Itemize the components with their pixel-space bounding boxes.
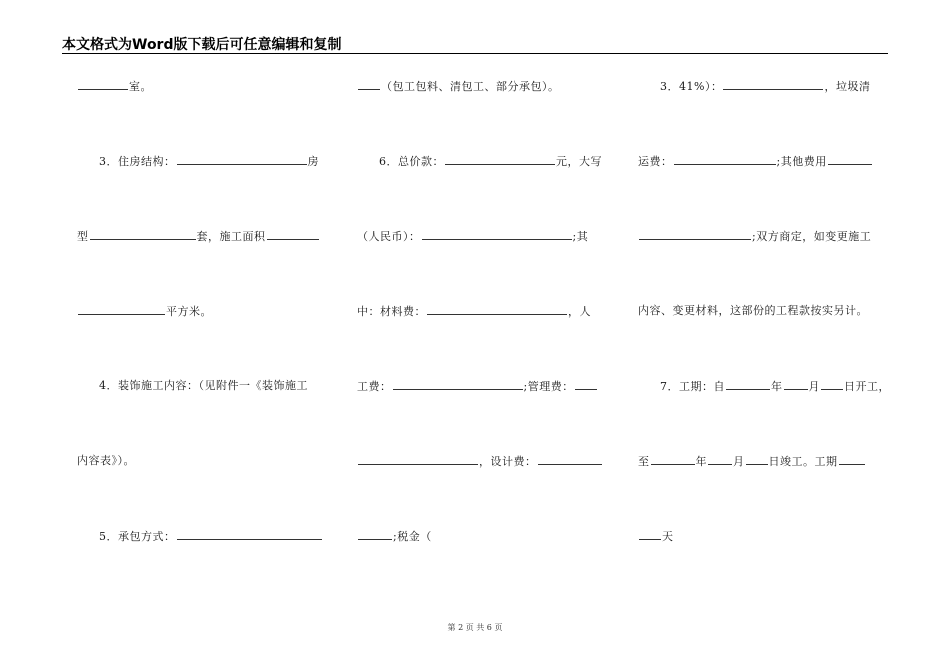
text-line	[77, 304, 212, 318]
text-segment: 7．工期：自	[660, 380, 725, 393]
text-segment: 天	[662, 530, 674, 543]
text-segment: 至	[638, 455, 650, 468]
text-segment: ，垃圾清	[824, 80, 871, 93]
blank-field	[575, 379, 597, 390]
text-line	[638, 529, 674, 543]
text-segment: 型	[77, 230, 89, 243]
text-segment: （人民币）：	[357, 230, 421, 243]
text-line	[77, 79, 152, 93]
blank-field	[726, 379, 770, 390]
text-line	[357, 79, 560, 93]
text-line	[77, 229, 320, 243]
page-header-title: 本文格式为Word版下载后可任意编辑和复制	[62, 37, 342, 53]
blank-field	[177, 154, 307, 165]
blank-field	[784, 379, 808, 390]
blank-field	[90, 229, 196, 240]
text-line	[77, 454, 135, 468]
text-segment: 4．装饰施工内容：（见附件一《装饰施工	[99, 379, 308, 392]
blank-field	[177, 529, 322, 540]
text-line	[99, 379, 308, 393]
text-segment: 平方米。	[166, 305, 212, 318]
blank-field	[78, 79, 128, 90]
text-segment: ;其	[572, 230, 589, 243]
blank-field	[639, 529, 661, 540]
text-segment: 3．住房结构：	[99, 155, 176, 168]
text-line	[660, 379, 890, 393]
blank-field	[746, 454, 768, 465]
text-segment: ;税金（	[393, 530, 432, 543]
text-segment: 内容表》）。	[77, 454, 135, 467]
blank-field	[651, 454, 695, 465]
text-segment: 月	[808, 380, 820, 393]
blank-field	[821, 379, 843, 390]
text-line	[99, 154, 319, 168]
page-footer: 第 2 页 共 6 页	[447, 623, 503, 632]
text-segment: ，人	[568, 305, 591, 318]
text-segment: 运费：	[638, 155, 673, 168]
text-line	[357, 304, 591, 318]
text-segment: 元，大写	[556, 155, 602, 168]
text-segment: 3．41%）：	[660, 80, 723, 93]
blank-field	[358, 529, 392, 540]
blank-field	[393, 379, 523, 390]
text-segment: ;管理费：	[523, 380, 574, 393]
blank-field	[538, 454, 602, 465]
text-segment: 年	[695, 455, 707, 468]
text-line	[660, 79, 870, 93]
blank-field	[674, 154, 776, 165]
blank-field	[422, 229, 572, 240]
text-segment: 日开工，	[844, 380, 890, 393]
text-line	[638, 229, 871, 243]
text-segment: 年	[771, 380, 783, 393]
text-segment: ，设计费：	[479, 455, 537, 468]
text-line	[99, 529, 323, 543]
header-rule	[62, 53, 888, 54]
blank-field	[708, 454, 732, 465]
text-segment: ;其他费用	[776, 155, 827, 168]
text-segment: 6．总价款：	[379, 155, 444, 168]
blank-field	[839, 454, 865, 465]
text-segment: 内容、变更材料，这部份的工程款按实另计。	[638, 304, 868, 317]
text-segment: ;双方商定，如变更施工	[752, 230, 872, 243]
text-line	[638, 454, 866, 468]
blank-field	[358, 79, 380, 90]
blank-field	[639, 229, 751, 240]
text-segment: 房	[307, 155, 319, 168]
text-line	[357, 229, 588, 243]
text-line	[357, 454, 603, 468]
blank-field	[427, 304, 567, 315]
blank-field	[828, 154, 872, 165]
text-segment: 月	[733, 455, 745, 468]
blank-field	[267, 229, 319, 240]
blank-field	[78, 304, 165, 315]
text-line	[638, 304, 868, 318]
text-segment: 中：材料费：	[357, 305, 426, 318]
blank-field	[445, 154, 555, 165]
text-line	[357, 529, 432, 543]
text-segment: 5．承包方式：	[99, 530, 176, 543]
text-line	[379, 154, 602, 168]
blank-field	[723, 79, 823, 90]
text-line	[357, 379, 598, 393]
blank-field	[358, 454, 478, 465]
text-segment: （包工包料、清包工、部分承包）。	[381, 80, 560, 93]
text-segment: 工费：	[357, 380, 392, 393]
text-segment: 套，施工面积	[196, 230, 266, 243]
text-segment: 室。	[129, 80, 152, 93]
text-segment: 日竣工。工期	[768, 455, 838, 468]
text-line	[638, 154, 873, 168]
